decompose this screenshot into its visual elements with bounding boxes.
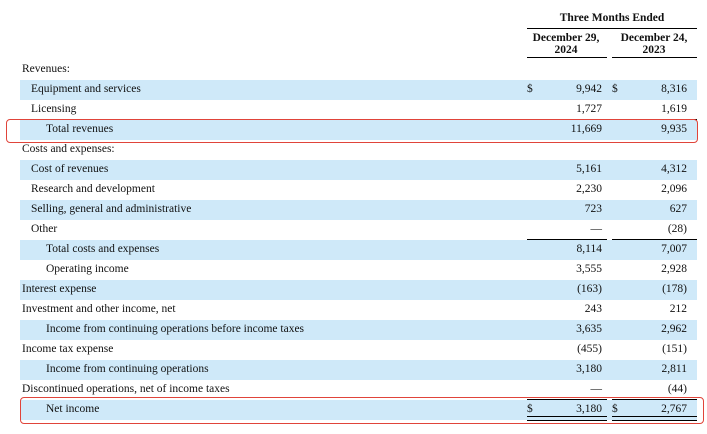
table-row: [20, 80, 697, 100]
row-label: Investment and other income, net: [22, 303, 176, 315]
column-header-2024-date: December 29,: [532, 32, 600, 44]
subtotal-rule-costs-2023: [612, 239, 697, 240]
table-row: [20, 60, 697, 80]
table-row: [20, 260, 697, 280]
table-row: [20, 200, 697, 220]
row-label: Total costs and expenses: [46, 243, 160, 255]
currency-symbol: $: [527, 403, 533, 415]
row-label: Income tax expense: [22, 343, 114, 355]
value-2024: 3,635: [576, 323, 602, 335]
row-label: Cost of revenues: [31, 163, 109, 175]
value-2023: 2,811: [661, 363, 687, 375]
value-2023: (178): [662, 283, 687, 295]
period-header: Three Months Ended: [559, 12, 665, 24]
value-2024: 9,942: [576, 83, 602, 95]
value-2024: 3,180: [576, 403, 602, 415]
value-2024: 243: [584, 303, 602, 315]
value-2023: (44): [667, 383, 687, 395]
row-label: Income from continuing operations before income taxes: [46, 323, 305, 335]
row-label: Equipment and services: [31, 83, 141, 95]
value-2023: (28): [667, 223, 687, 235]
value-2024: —: [590, 383, 602, 395]
subtotal-rule-costs-2024: [527, 239, 607, 240]
value-2023: 9,935: [661, 123, 687, 135]
row-label: Licensing: [31, 103, 77, 115]
value-2023: 2,767: [661, 403, 687, 415]
highlight-net-income: [20, 397, 704, 424]
value-2024: —: [590, 223, 602, 235]
row-label: Other: [31, 223, 58, 235]
header-rule: [527, 28, 697, 29]
column-header-2024-year: 2024: [554, 44, 578, 56]
value-2023: 2,928: [661, 263, 687, 275]
column-header-2023: [612, 32, 696, 56]
value-2023: 2,962: [661, 323, 687, 335]
value-2023: 212: [669, 303, 687, 315]
table-row: [20, 360, 697, 380]
column-header-2024: [524, 32, 608, 56]
value-2024: 2,230: [576, 183, 602, 195]
highlight-total-revenues: [6, 119, 698, 143]
value-2024: (163): [577, 283, 602, 295]
table-row: [20, 160, 697, 180]
table-row: [20, 300, 697, 320]
value-2023: 8,316: [661, 83, 687, 95]
column-rule-2023: [612, 57, 697, 58]
value-2024: 1,727: [576, 103, 602, 115]
value-2024: 723: [584, 203, 602, 215]
value-2024: (455): [577, 343, 602, 355]
currency-symbol: $: [612, 403, 618, 415]
table-row: [20, 340, 697, 360]
table-row: [20, 280, 697, 300]
value-2024: 11,669: [570, 123, 602, 135]
value-2024: 8,114: [576, 243, 602, 255]
table-row: [20, 140, 697, 160]
column-rule-2024: [527, 57, 607, 58]
row-label: Costs and expenses:: [22, 143, 115, 155]
row-label: Total revenues: [46, 123, 114, 135]
column-header-2023-year: 2023: [642, 44, 666, 56]
value-2024: 3,555: [576, 263, 602, 275]
table-row: [20, 180, 697, 200]
value-2023: 4,312: [661, 163, 687, 175]
currency-symbol: $: [612, 83, 618, 95]
row-label: Revenues:: [22, 63, 70, 75]
row-label: Interest expense: [22, 283, 97, 295]
row-label: Net income: [46, 403, 100, 415]
row-label: Selling, general and administrative: [31, 203, 192, 215]
value-2024: 3,180: [576, 363, 602, 375]
table-row: [20, 100, 697, 120]
value-2023: 2,096: [661, 183, 687, 195]
row-label: Discontinued operations, net of income taxes: [22, 383, 230, 395]
table-row: [20, 320, 697, 340]
value-2023: (151): [662, 343, 687, 355]
value-2024: 5,161: [576, 163, 602, 175]
column-header-2023-date: December 24,: [620, 32, 688, 44]
table-row: [20, 220, 697, 240]
row-label: Income from continuing operations: [46, 363, 209, 375]
row-label: Operating income: [46, 263, 129, 275]
value-2023: 7,007: [661, 243, 687, 255]
value-2023: 627: [669, 203, 687, 215]
currency-symbol: $: [527, 83, 533, 95]
table-row: [20, 240, 697, 260]
value-2023: 1,619: [661, 103, 687, 115]
row-label: Research and development: [31, 183, 155, 195]
